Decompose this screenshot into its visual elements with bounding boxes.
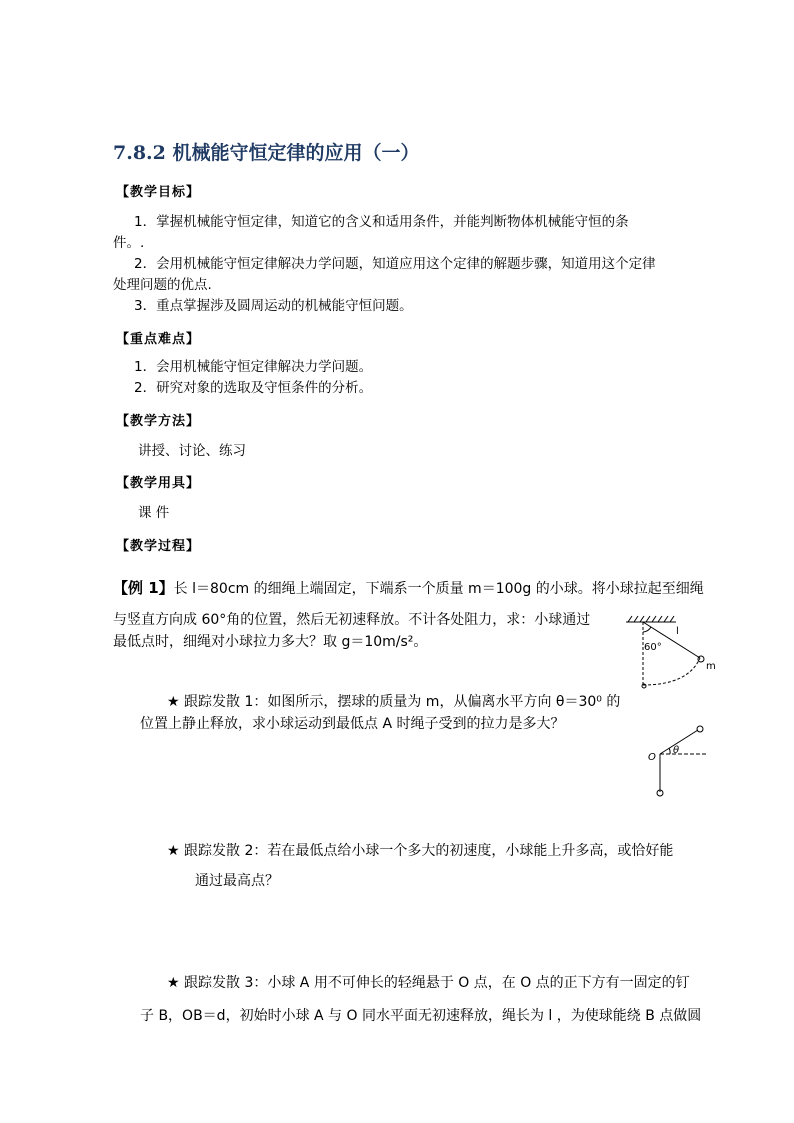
key-point-line-2: 2．研究对象的选取及守恒条件的分析。: [134, 380, 373, 396]
section-heading-process: 【教学过程】: [116, 539, 201, 554]
section-heading-goals: 【教学目标】: [116, 185, 201, 200]
goal-line-3: 2．会用机械能守恒定律解决力学问题，知道应用这个定律的解题步骤，知道用这个定律: [134, 256, 656, 272]
section-heading-method: 【教学方法】: [116, 414, 201, 429]
example1-line-2: 与竖直方向成 60°角的位置，然后无初速释放。不计各处阻力，求：小球通过: [113, 612, 591, 628]
fig2-angle-label: θ: [673, 745, 680, 756]
tools-text: 课 件: [138, 505, 170, 521]
fig1-mass-label: m: [706, 661, 716, 672]
follow3-line-1: ★ 跟踪发散 3：小球 A 用不可伸长的轻绳悬于 O 点，在 O 点的正下方有一固定的钉: [167, 975, 690, 991]
follow1-line-1: ★ 跟踪发散 1：如图所示，摆球的质量为 m，从偏离水平方向 θ＝30⁰ 的: [167, 694, 621, 710]
goal-line-4: 处理问题的优点.: [113, 277, 212, 293]
section-heading-key-points: 【重点难点】: [116, 332, 201, 347]
example1-line-1: [113, 577, 704, 598]
fig2-point-label: O: [648, 752, 656, 763]
follow3-line-2: 子 B，OB＝d，初始时小球 A 与 O 同水平面无初速释放，绳长为 l ，为使球能绕 B 点做圆: [140, 1008, 702, 1024]
follow1-line-2: 位置上静止释放，求小球运动到最低点 A 时绳子受到的拉力是多大？: [140, 716, 565, 732]
example1-label: 【例 1】: [113, 579, 174, 597]
example1-line-3: 最低点时，细绳对小球拉力多大？取 g＝10m/s²。: [113, 634, 428, 650]
page-title: 7.8.2 机械能守恒定律的应用（一）: [113, 142, 420, 164]
follow2-line-2: 通过最高点？: [195, 873, 279, 889]
method-text: 讲授、讨论、练习: [138, 443, 246, 459]
goal-line-5: 3．重点掌握涉及圆周运动的机械能守恒问题。: [134, 298, 413, 314]
fig1-length-label: l: [676, 626, 679, 637]
pendulum-figure-1: [618, 612, 728, 696]
goal-line-2: 件。.: [113, 235, 145, 251]
section-heading-tools: 【教学用具】: [116, 476, 201, 491]
goal-line-1: 1．掌握机械能守恒定律，知道它的含义和适用条件，并能判断物体机械能守恒的条: [134, 214, 629, 230]
example1-line-1-text: 长 l＝80cm 的细绳上端固定，下端系一个质量 m＝100g 的小球。将小球拉起至细绳: [173, 581, 704, 597]
fig1-angle-label: 60°: [644, 642, 662, 653]
pendulum-figure-2: [640, 722, 720, 802]
key-point-line-1: 1．会用机械能守恒定律解决力学问题。: [134, 359, 373, 375]
follow2-line-1: ★ 跟踪发散 2：若在最低点给小球一个多大的初速度，小球能上升多高，或恰好能: [167, 843, 674, 859]
